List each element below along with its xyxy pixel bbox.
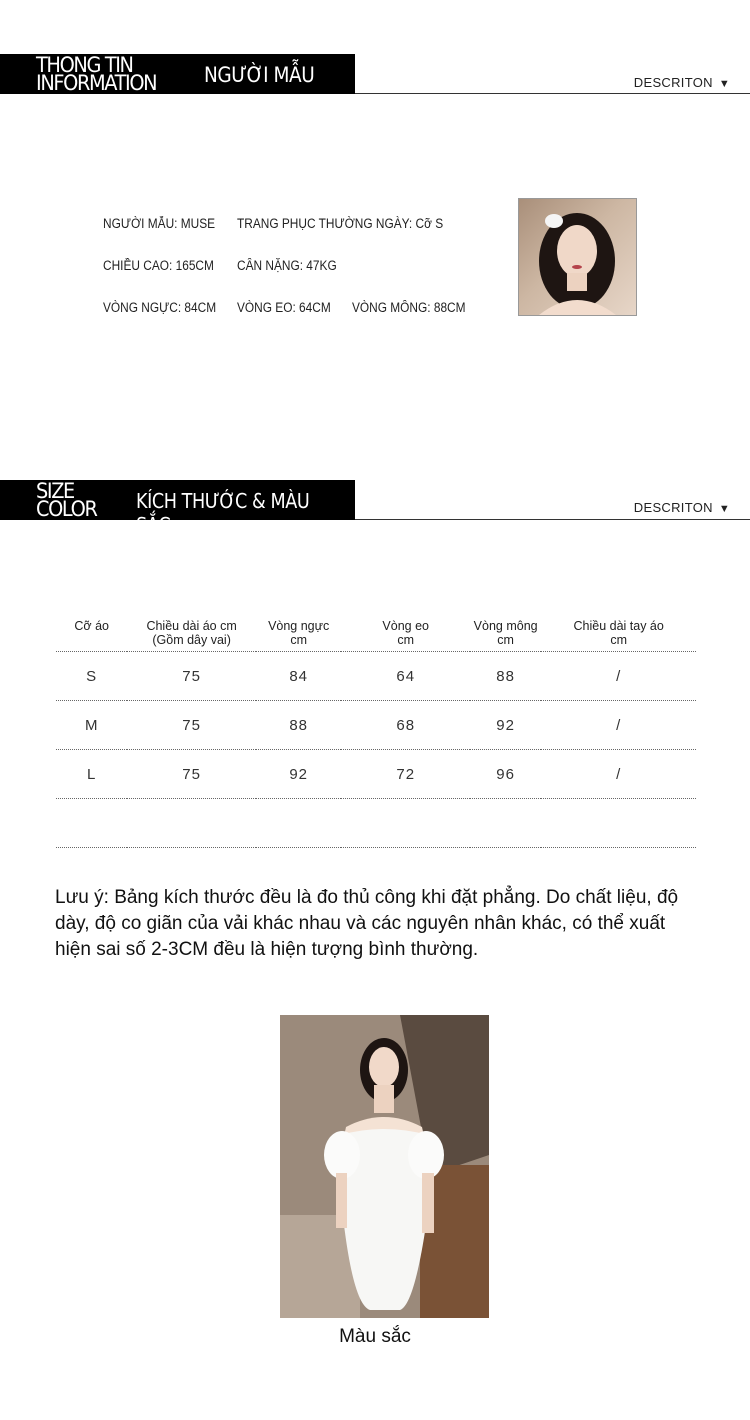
model-hip: VÒNG MÔNG: 88CM — [352, 300, 466, 315]
model-daily-size: TRANG PHỤC THƯỜNG NGÀY: Cỡ S — [237, 216, 444, 231]
table-cell: 72 — [341, 750, 469, 799]
table-row — [56, 652, 696, 701]
description-label: DESCRITON — [633, 500, 713, 515]
product-color-image — [280, 1015, 489, 1318]
description-toggle[interactable] — [634, 500, 730, 515]
column-header: Chiều dài tay áo cm — [573, 619, 664, 647]
description-label: DESCRITON — [633, 75, 713, 90]
table-cell: M — [56, 701, 127, 750]
model-name: NGƯỜI MẪU: MUSE — [103, 216, 216, 231]
table-cell: 75 — [127, 652, 255, 701]
table-cell: 88 — [470, 652, 541, 701]
table-cell: 75 — [127, 701, 255, 750]
section-rule — [355, 93, 750, 94]
table-row-empty — [56, 799, 696, 848]
dropdown-arrow-icon: ▼ — [718, 503, 730, 515]
model-info-banner — [0, 54, 355, 94]
column-header: Chiều dài áo cm (Gồm dây vai) — [146, 619, 237, 647]
table-cell: S — [56, 652, 127, 701]
size-note: Lưu ý: Bảng kích thước đều là đo thủ công khi đặt phẳng. Do chất liệu, độ dày, độ co giãn của vải khác nhau và các nguyên nhân khác, có thể xuất hiện sai số 2-3CM đều là hiện tượng bình thường. — [55, 887, 679, 960]
table-cell: 96 — [470, 750, 541, 799]
table-cell: 68 — [341, 701, 469, 750]
table-cell: L — [56, 750, 127, 799]
column-header: Vòng mông cm — [473, 619, 538, 647]
table-cell: / — [541, 750, 696, 799]
table-row — [56, 701, 696, 750]
table-cell: / — [541, 701, 696, 750]
section-rule — [355, 519, 750, 520]
model-height: CHIỀU CAO: 165CM — [103, 258, 214, 273]
column-header: Vòng eo cm — [382, 619, 429, 647]
table-cell: / — [541, 652, 696, 701]
model-weight: CÂN NẶNG: 47KG — [237, 258, 337, 273]
table-cell — [56, 799, 696, 848]
model-waist: VÒNG EO: 64CM — [237, 300, 331, 315]
color-caption: Màu sắc — [339, 1326, 411, 1347]
model-bust: VÒNG NGỰC: 84CM — [103, 300, 217, 315]
table-cell: 92 — [470, 701, 541, 750]
table-cell: 92 — [256, 750, 342, 799]
table-cell: 75 — [127, 750, 255, 799]
size-color-banner — [0, 479, 355, 537]
size-color-vn-title: KÍCH THƯỚC & MÀU SẮC — [136, 489, 310, 537]
table-cell: 88 — [256, 701, 342, 750]
column-header: Cỡ áo — [74, 619, 109, 633]
column-header: Vòng ngực cm — [268, 619, 330, 647]
model-portrait-image — [518, 198, 637, 316]
model-info-vn-title: NGƯỜI MẪU — [204, 63, 315, 87]
size-color-en-title: SIZE COLOR — [36, 479, 97, 521]
size-table-header — [56, 617, 696, 652]
size-table — [56, 617, 696, 848]
table-row — [56, 750, 696, 799]
table-cell: 84 — [256, 652, 342, 701]
dropdown-arrow-icon: ▼ — [718, 78, 730, 90]
model-info-en-title: THONG TIN INFORMATION — [36, 53, 157, 95]
description-toggle[interactable] — [634, 75, 730, 90]
table-cell: 64 — [341, 652, 469, 701]
